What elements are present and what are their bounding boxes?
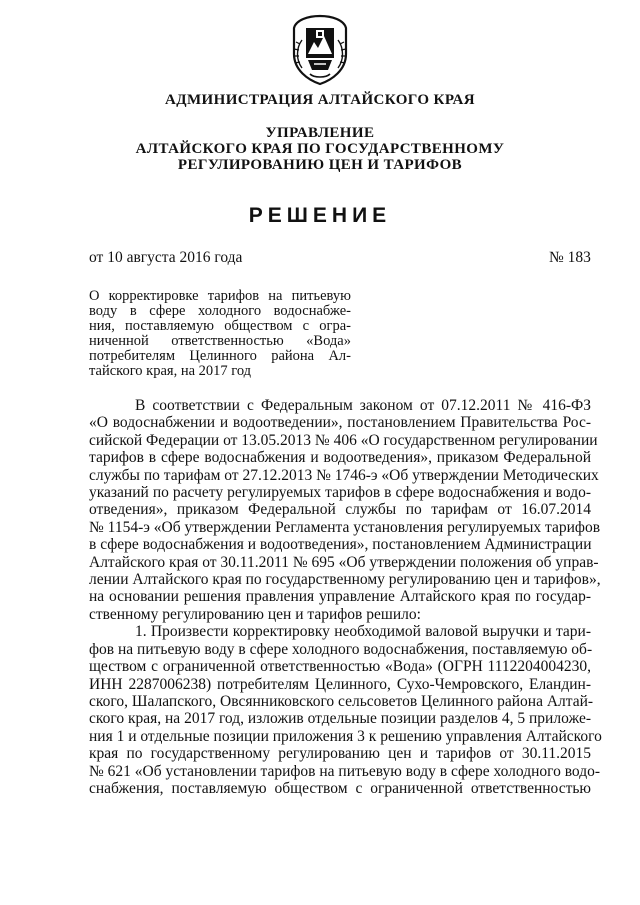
document-title: РЕШЕНИЕ (248, 204, 392, 227)
body-line: ИНН 2287006238) потребителям Целинного, Сухо-Чемровского, Еландин- (89, 675, 591, 693)
body-line: ния 1 и отдельные позиции приложения 3 к решению управления Алтайского (89, 727, 602, 745)
body-line: в сфере водоснабжения и водоотведения», постановлением Администрации (89, 536, 592, 554)
body-line: службы по тарифам от 27.12.2013 № 1746-э «Об утверждении Методических (89, 466, 599, 484)
body-line: указаний по расчету регулируемых тарифов в сфере водоснабжения и водо- (89, 484, 591, 502)
body-line: сийской Федерации от 13.05.2013 № 406 «О государственном регулировании (89, 431, 598, 449)
body-line: № 1154-э «Об утверждении Регламента установления регулируемых тарифов (89, 518, 601, 536)
department-line-2: АЛТАЙСКОГО КРАЯ ПО ГОСУДАРСТВЕННОМУ (135, 141, 505, 157)
body-line: № 621 «Об установлении тарифов на питьевую воду в сфере холодного водо- (89, 762, 601, 780)
coat-of-arms-emblem (288, 14, 352, 86)
subject-line: потребителям Целинного района Ал- (89, 348, 351, 364)
subject-line: ния, поставляемую обществом с огра- (89, 318, 351, 334)
department-line-3: РЕГУЛИРОВАНИЮ ЦЕН И ТАРИФОВ (177, 157, 463, 173)
body-line: фов на питьевую воду в сфере холодного водоснабжения, поставляемую об- (89, 640, 593, 658)
body-line: ского края, на 2017 год, изложив отдельные позиции разделов 4, 5 приложе- (89, 710, 591, 728)
body-line: Алтайского края от 30.11.2011 № 695 «Об утверждении положения об управ- (89, 553, 599, 571)
document-date: от 10 августа 2016 года (89, 249, 243, 266)
body-line: В соответствии с Федеральным законом от 07.12.2011 № 416-ФЗ (135, 397, 591, 414)
document-number: № 183 (549, 249, 591, 266)
subject-block (89, 289, 351, 379)
subject-line: ниченной ответственностью «Вода» (89, 333, 351, 349)
body-line: на основании решения правления управление Алтайского края по государ- (89, 588, 591, 606)
department-line-1: УПРАВЛЕНИЕ (265, 125, 375, 141)
org-name: АДМИНИСТРАЦИЯ АЛТАЙСКОГО КРАЯ (165, 92, 475, 108)
body-line: ского, Шалапского, Овсянниковского сельсоветов Целинного района Алтай- (89, 692, 594, 710)
document-body (89, 397, 602, 797)
subject-line: тайского края, на 2017 год (89, 363, 252, 379)
body-line: ществом с ограниченной ответственностью «Вода» (ОГРН 1112204004230, (89, 658, 591, 676)
body-line: 1. Произвести корректировку необходимой валовой выручки и тари- (135, 623, 591, 641)
body-line: тарифов в сфере водоснабжения и водоотведения», приказом Федеральной (89, 449, 591, 467)
body-line: лении Алтайского края по государственному регулированию цен и тарифов», (89, 571, 601, 589)
subject-line: воду в сфере холодного водоснабже- (89, 303, 351, 319)
body-line: снабжения, поставляемую обществом с ограниченной ответственностью (89, 779, 591, 797)
body-line: края по государственному регулированию цен и тарифов от 30.11.2015 (89, 745, 591, 763)
subject-line: О корректировке тарифов на питьевую (89, 288, 351, 304)
body-line: ственному регулированию цен и тарифов решило: (89, 605, 421, 623)
body-line: отведения», приказом Федеральной службы по тарифам от 16.07.2014 (89, 501, 591, 519)
body-line: «О водоснабжении и водоотведении», постановлением Правительства Рос- (89, 414, 591, 432)
